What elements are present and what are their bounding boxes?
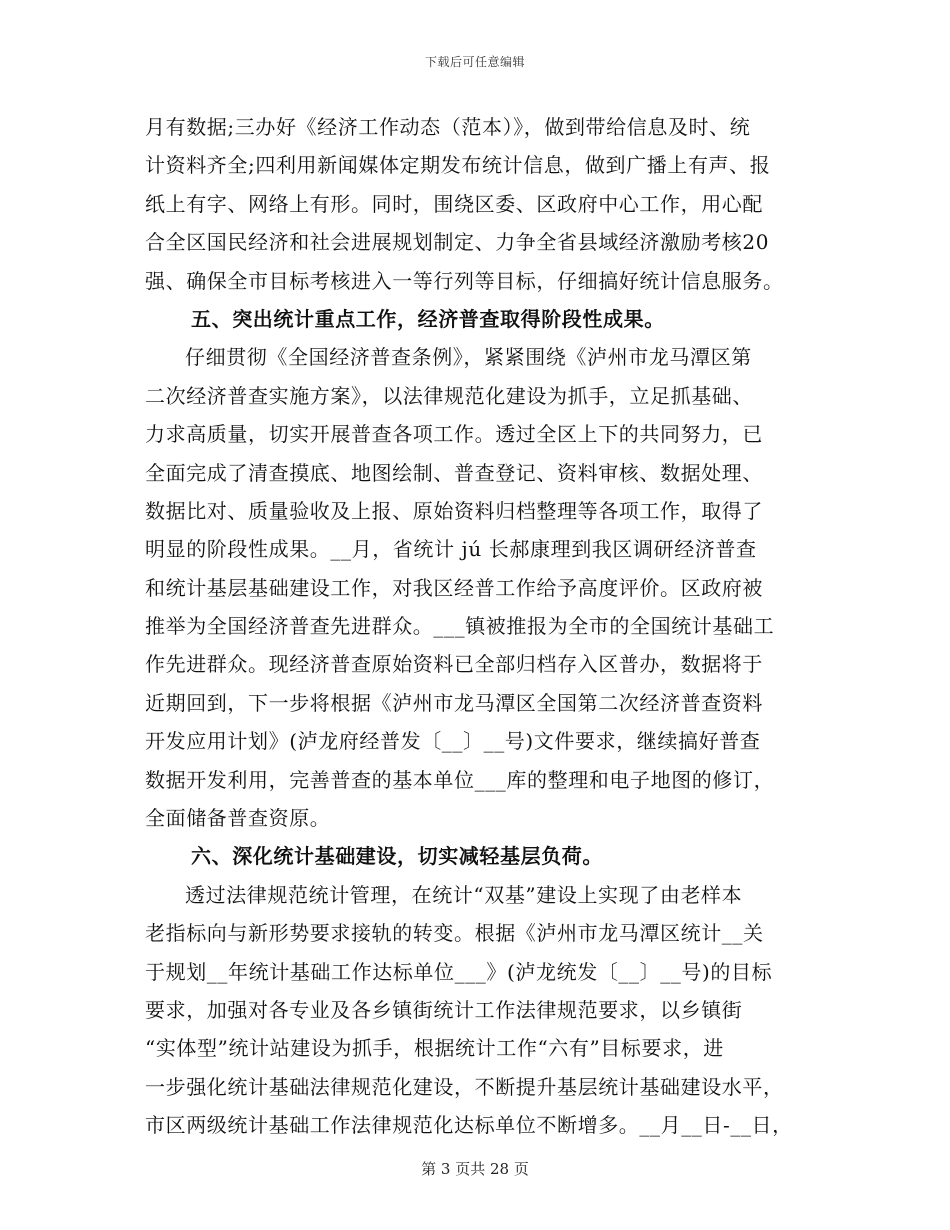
text-line: 作先进群众。现经济普查原始资料已全部归档存入区普办，数据将于 (145, 652, 763, 677)
text-line: 于规划__年统计基础工作达标单位___》(泸龙统发〔__〕__号)的目标 (145, 959, 773, 984)
text-line: 力求高质量，切实开展普查各项工作。透过全区上下的共同努力，已 (145, 422, 763, 447)
text-line: 强、确保全市目标考核进入一等行列等目标，仔细搞好统计信息服务。 (145, 268, 784, 293)
document-body (145, 108, 825, 1145)
page-header-note: 下载后可任意编辑 (424, 55, 525, 69)
text-line: 推举为全国经济普查先进群众。___镇被推报为全市的全国统计基础工 (145, 614, 775, 639)
text-line: 数据开发利用，完善普查的基本单位___库的整理和电子地图的修订， (145, 767, 775, 792)
section-heading: 六、深化统计基础建设，切实减轻基层负荷。 (191, 844, 603, 869)
text-line: 市区两级统计基础工作法律规范化达标单位不断增多。__月__日-__日， (145, 1113, 793, 1138)
text-line: “实体型”统计站建设为抓手，根据统计工作“六有”目标要求，进 (145, 1036, 724, 1061)
text-line: 二次经济普查实施方案》，以法律规范化建设为抓手，立足抓基础、 (145, 383, 753, 408)
paragraph-first-line: 透过法律规范统计管理，在统计“双基”建设上实现了由老样本 (185, 882, 743, 907)
text-line: 要求，加强对各专业及各乡镇街统计工作法律规范要求，以乡镇街 (145, 997, 743, 1022)
page-number: 第 3 页共 28 页 (421, 1160, 529, 1178)
text-line: 老指标向与新形势要求接轨的转变。根据《泸州市龙马潭区统计__关 (145, 921, 764, 946)
paragraph-first-line: 仔细贯彻《全国经济普查条例》，紧紧围绕《泸州市龙马潭区第 (185, 345, 752, 370)
text-line: 纸上有字、网络上有形。同时，围绕区委、区政府中心工作，用心配 (145, 191, 763, 216)
text-line: 开发应用计划》(泸龙府经普发〔__〕__号)文件要求，继续搞好普查 (145, 729, 761, 754)
text-line: 近期回到，下一步将根据《泸州市龙马潭区全国第二次经济普查资料 (145, 690, 763, 715)
text-line: 全面完成了清查摸底、地图绘制、普查登记、资料审核、数据处理、 (145, 460, 763, 485)
text-line: 数据比对、质量验收及上报、原始资料归档整理等各项工作，取得了 (145, 498, 763, 523)
text-line: 合全区国民经济和社会进展规划制定、力争全省县域经济激励考核20 (145, 230, 770, 255)
section-heading: 五、突出统计重点工作，经济普查取得阶段性成果。 (191, 306, 665, 331)
text-line: 明显的阶段性成果。__月，省统计 jú 长郝康理到我区调研经济普查 (145, 537, 757, 562)
text-line: 一步强化统计基础法律规范化建设，不断提升基层统计基础建设水平， (145, 1074, 784, 1099)
text-line: 计资料齐全;四利用新闻媒体定期发布统计信息，做到广播上有声、报 (145, 153, 771, 178)
text-line: 全面储备普查资原。 (145, 806, 331, 831)
text-line: 和统计基层基础建设工作，对我区经普工作给予高度评价。区政府被 (145, 575, 763, 600)
text-line: 月有数据;三办好《经济工作动态（范本）》，做到带给信息及时、统 (145, 115, 751, 139)
